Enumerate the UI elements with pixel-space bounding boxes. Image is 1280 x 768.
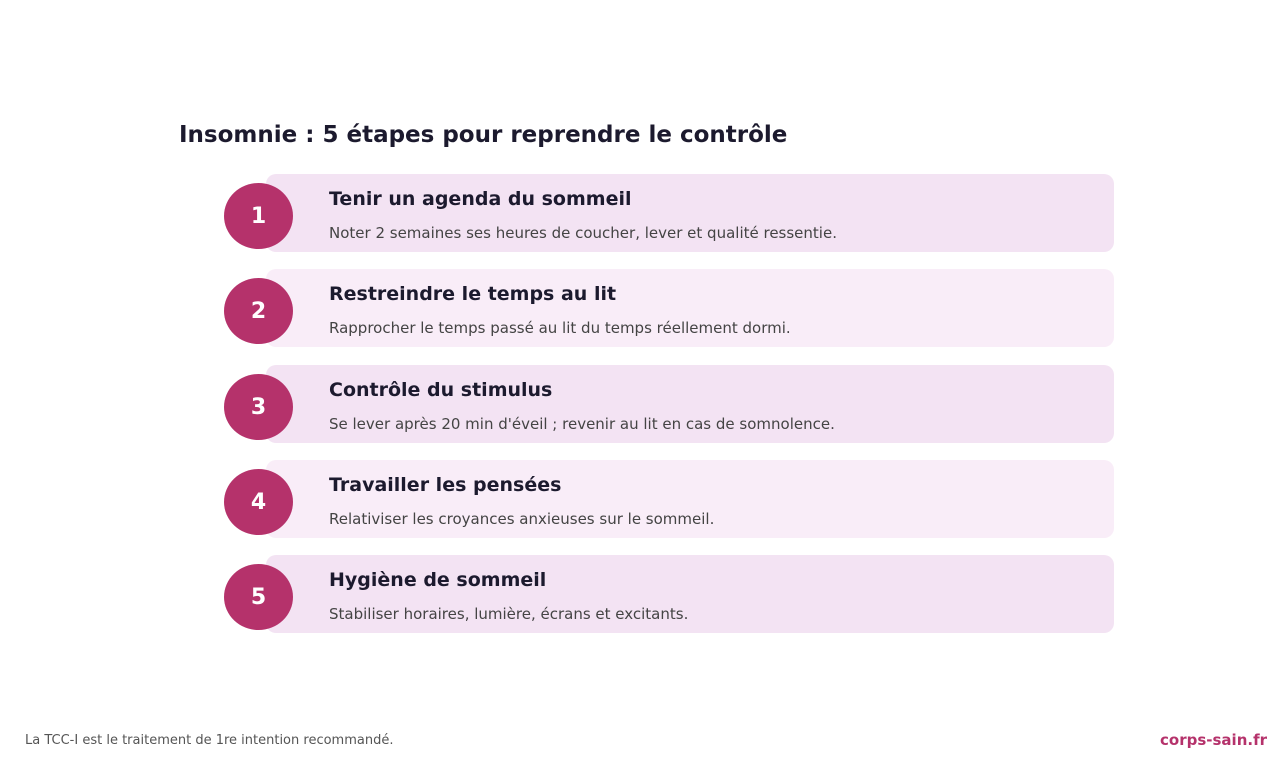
step-title: Restreindre le temps au lit [329, 283, 617, 305]
step-description: Se lever après 20 min d'éveil ; revenir au lit en cas de somnolence. [329, 415, 835, 433]
step-number-badge: 2 [224, 278, 293, 344]
step-item [224, 555, 1116, 635]
step-item [224, 365, 1116, 445]
step-title: Hygiène de sommeil [329, 569, 547, 591]
step-item [224, 174, 1116, 254]
page-title: Insomnie : 5 étapes pour reprendre le contrôle [179, 122, 788, 148]
brand-link[interactable]: corps-sain.fr [1160, 731, 1267, 749]
step-item [224, 269, 1116, 349]
step-number-badge: 1 [224, 183, 293, 249]
footer-note: La TCC-I est le traitement de 1re intention recommandé. [25, 733, 394, 748]
step-number-badge: 5 [224, 564, 293, 630]
step-title: Travailler les pensées [329, 474, 562, 496]
step-description: Rapprocher le temps passé au lit du temps réellement dormi. [329, 319, 791, 337]
step-description: Stabiliser horaires, lumière, écrans et excitants. [329, 605, 689, 623]
step-description: Relativiser les croyances anxieuses sur le sommeil. [329, 510, 715, 528]
step-title: Tenir un agenda du sommeil [329, 188, 632, 210]
step-description: Noter 2 semaines ses heures de coucher, lever et qualité ressentie. [329, 224, 837, 242]
step-item [224, 460, 1116, 540]
step-title: Contrôle du stimulus [329, 379, 553, 401]
step-number-badge: 3 [224, 374, 293, 440]
step-number-badge: 4 [224, 469, 293, 535]
